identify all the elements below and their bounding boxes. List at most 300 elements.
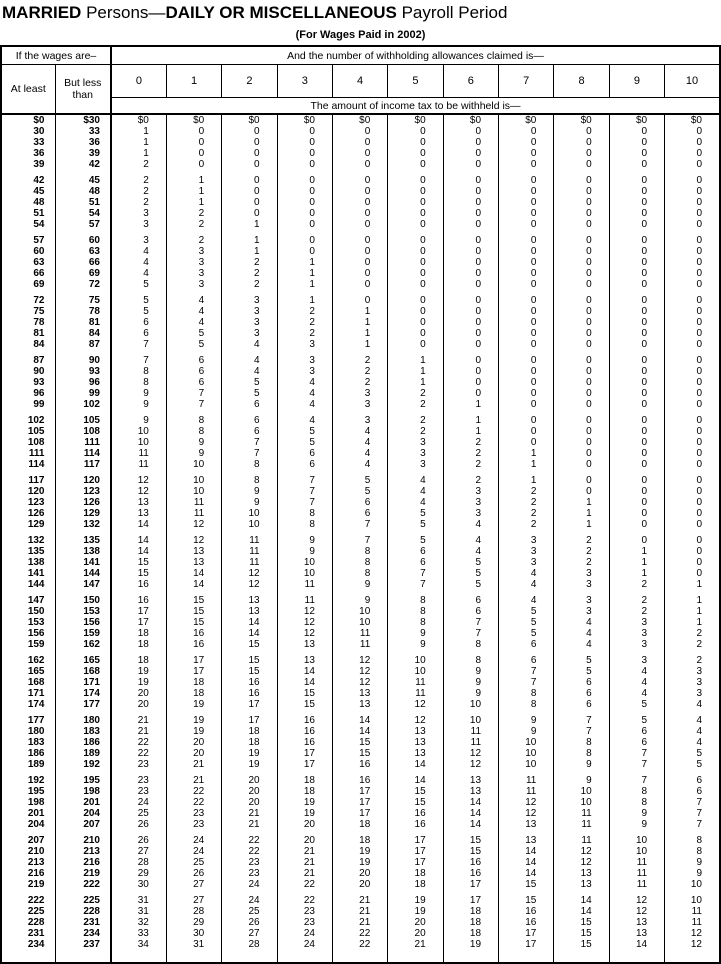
tax-amount-value: 12	[222, 579, 277, 590]
but-less-value: 78	[55, 306, 111, 317]
tax-amount-value: 4	[277, 410, 332, 426]
tax-amount-value: 22	[332, 928, 387, 939]
tax-amount-value: 10	[609, 846, 664, 857]
at-least-column-header: At least	[1, 65, 55, 115]
tax-amount-value: 11	[554, 819, 609, 830]
tax-amount-value: 2	[166, 208, 221, 219]
tax-amount-value: 0	[222, 126, 277, 137]
tax-amount-value: 3	[609, 617, 664, 628]
tax-amount-value: 20	[332, 879, 387, 890]
tax-amount-value: 1	[554, 519, 609, 530]
but-less-value: 114	[55, 448, 111, 459]
table-row	[1, 819, 720, 830]
tax-amount-value: $0	[111, 114, 166, 126]
tax-amount-value: 6	[443, 606, 498, 617]
tax-amount-value: 20	[332, 868, 387, 879]
tax-amount-value: 4	[332, 448, 387, 459]
table-row	[1, 197, 720, 208]
table-row	[1, 557, 720, 568]
tax-amount-value: 12	[388, 699, 443, 710]
tax-amount-value: 8	[277, 519, 332, 530]
tax-amount-value: 19	[222, 759, 277, 770]
tax-amount-value: 0	[388, 246, 443, 257]
tax-amount-value: 1	[388, 366, 443, 377]
tax-amount-value: 16	[443, 868, 498, 879]
tax-amount-value: 0	[554, 339, 609, 350]
tax-amount-value: 21	[332, 906, 387, 917]
tax-amount-value: 21	[332, 890, 387, 906]
tax-amount-value: 3	[443, 497, 498, 508]
tax-amount-value: 0	[665, 290, 720, 306]
tax-amount-value: 13	[499, 819, 554, 830]
tax-amount-value: 10	[443, 710, 498, 726]
tax-amount-value: 19	[443, 939, 498, 963]
tax-amount-value: 4	[111, 268, 166, 279]
but-less-value: 129	[55, 508, 111, 519]
tax-amount-value: 0	[388, 290, 443, 306]
table-row	[1, 639, 720, 650]
tax-amount-value: 29	[111, 868, 166, 879]
tax-amount-value: 1	[499, 470, 554, 486]
table-row	[1, 148, 720, 159]
tax-amount-value: 8	[609, 786, 664, 797]
tax-amount-value: 15	[222, 666, 277, 677]
tax-amount-value: 1	[554, 508, 609, 519]
tax-amount-value: 10	[443, 699, 498, 710]
tax-amount-value: 0	[609, 350, 664, 366]
tax-amount-value: 13	[111, 497, 166, 508]
tax-amount-value: 0	[609, 197, 664, 208]
tax-amount-value: 1	[277, 279, 332, 290]
tax-amount-value: 12	[111, 470, 166, 486]
tax-amount-value: 21	[166, 770, 221, 786]
tax-amount-value: 4	[388, 486, 443, 497]
but-less-value: 192	[55, 759, 111, 770]
tax-amount-value: 14	[222, 628, 277, 639]
at-least-value: 222	[27, 895, 45, 906]
tax-amount-value: 20	[277, 819, 332, 830]
tax-amount-value: 10	[388, 666, 443, 677]
but-less-value: 210	[55, 830, 111, 846]
but-less-value: 102	[55, 399, 111, 410]
tax-amount-value: 15	[554, 928, 609, 939]
tax-amount-value: 16	[388, 819, 443, 830]
tax-amount-value: 9	[111, 388, 166, 399]
tax-amount-value: 22	[111, 737, 166, 748]
tax-amount-value: 5	[609, 710, 664, 726]
tax-amount-value: 33	[111, 928, 166, 939]
tax-amount-value: 0	[665, 497, 720, 508]
tax-amount-value: 0	[665, 568, 720, 579]
tax-amount-value: 8	[554, 748, 609, 759]
tax-amount-value: 0	[277, 208, 332, 219]
table-row	[1, 508, 720, 519]
tax-amount-value: 16	[332, 759, 387, 770]
tax-amount-value: 6	[332, 497, 387, 508]
tax-amount-value: 0	[443, 246, 498, 257]
tax-amount-value: 7	[665, 808, 720, 819]
tax-amount-value: 8	[166, 410, 221, 426]
tax-amount-value: 8	[388, 617, 443, 628]
but-less-value: 117	[55, 459, 111, 470]
tax-amount-value: 8	[222, 470, 277, 486]
tax-amount-value: 8	[665, 846, 720, 857]
tax-amount-value: 0	[222, 137, 277, 148]
at-least-value: 180	[27, 726, 45, 737]
allowance-col-header-7: 7	[499, 65, 554, 98]
at-least-value: 57	[33, 235, 45, 246]
tax-amount-value: 14	[554, 906, 609, 917]
tax-amount-value: 2	[111, 159, 166, 170]
allowance-col-header-4: 4	[332, 65, 387, 98]
tax-amount-value: 2	[554, 530, 609, 546]
tax-amount-value: 0	[332, 257, 387, 268]
table-row	[1, 628, 720, 639]
tax-amount-value: 0	[222, 170, 277, 186]
tax-amount-value: 0	[499, 148, 554, 159]
tax-amount-value: 0	[554, 290, 609, 306]
tax-amount-value: 12	[388, 710, 443, 726]
tax-amount-value: 12	[332, 677, 387, 688]
tax-amount-value: 0	[499, 410, 554, 426]
tax-amount-value: 15	[332, 737, 387, 748]
tax-amount-value: 9	[222, 486, 277, 497]
tax-amount-value: 12	[443, 748, 498, 759]
at-least-value: 198	[27, 797, 45, 808]
tax-amount-value: 30	[111, 879, 166, 890]
tax-amount-value: 14	[443, 797, 498, 808]
but-less-value: 153	[55, 606, 111, 617]
table-row	[1, 219, 720, 230]
at-least-value: 45	[33, 186, 45, 197]
tax-amount-value: 0	[443, 279, 498, 290]
but-less-value: 69	[55, 268, 111, 279]
tax-amount-value: 0	[332, 290, 387, 306]
tax-amount-value: 17	[388, 830, 443, 846]
tax-amount-value: 0	[443, 257, 498, 268]
tax-amount-value: 13	[443, 786, 498, 797]
tax-amount-value: 0	[332, 268, 387, 279]
at-least-value: 189	[27, 759, 45, 770]
tax-amount-value: 0	[665, 459, 720, 470]
tax-amount-value: 18	[111, 628, 166, 639]
tax-amount-value: 27	[166, 879, 221, 890]
table-row	[1, 546, 720, 557]
tax-amount-value: 19	[388, 890, 443, 906]
table-row	[1, 650, 720, 666]
tax-amount-value: 13	[554, 868, 609, 879]
tax-amount-value: 4	[499, 568, 554, 579]
tax-amount-value: 0	[609, 268, 664, 279]
tax-amount-value: 14	[222, 617, 277, 628]
tax-amount-value: 20	[111, 699, 166, 710]
at-least-value: 159	[27, 639, 45, 650]
at-least-value: 162	[27, 655, 45, 666]
tax-amount-value: 0	[609, 486, 664, 497]
tax-amount-value: 26	[111, 830, 166, 846]
tax-amount-value: 17	[499, 939, 554, 963]
tax-amount-value: 8	[443, 650, 498, 666]
tax-amount-value: 0	[554, 426, 609, 437]
tax-amount-value: 24	[166, 846, 221, 857]
table-row	[1, 808, 720, 819]
tax-amount-value: 0	[388, 328, 443, 339]
tax-amount-value: 23	[222, 868, 277, 879]
tax-amount-value: 0	[388, 257, 443, 268]
allowance-header-row	[1, 65, 720, 98]
tax-amount-value: 5	[665, 759, 720, 770]
tax-amount-value: 21	[222, 808, 277, 819]
tax-amount-value: 3	[332, 399, 387, 410]
table-row	[1, 486, 720, 497]
tax-amount-value: 0	[554, 197, 609, 208]
tax-amount-value: 17	[332, 808, 387, 819]
tax-amount-value: 4	[277, 388, 332, 399]
tax-amount-value: 8	[665, 830, 720, 846]
tax-amount-value: 0	[443, 126, 498, 137]
tax-amount-value: 0	[443, 290, 498, 306]
tax-amount-value: 14	[443, 808, 498, 819]
tax-amount-value: 0	[554, 246, 609, 257]
tax-amount-value: 15	[222, 639, 277, 650]
table-row	[1, 126, 720, 137]
tax-amount-value: 5	[388, 508, 443, 519]
at-least-value: 171	[27, 688, 45, 699]
tax-amount-value: 1	[609, 568, 664, 579]
tax-amount-value: 3	[388, 448, 443, 459]
tax-amount-value: 0	[388, 306, 443, 317]
tax-amount-value: 10	[499, 737, 554, 748]
tax-amount-value: 16	[332, 770, 387, 786]
tax-amount-value: 0	[388, 268, 443, 279]
tax-amount-value: 0	[609, 508, 664, 519]
tax-amount-value: 9	[665, 857, 720, 868]
tax-amount-value: 10	[166, 470, 221, 486]
tax-amount-value: 11	[332, 628, 387, 639]
tax-amount-value: 15	[443, 830, 498, 846]
tax-amount-value: 14	[166, 568, 221, 579]
tax-amount-value: 0	[554, 268, 609, 279]
tax-amount-value: 12	[166, 519, 221, 530]
tax-amount-value: 3	[332, 388, 387, 399]
tax-amount-value: 12	[554, 846, 609, 857]
tax-amount-value: 23	[111, 759, 166, 770]
at-least-value: 33	[33, 137, 45, 148]
tax-amount-value: 2	[111, 170, 166, 186]
tax-amount-value: 2	[388, 426, 443, 437]
tax-amount-value: 8	[388, 590, 443, 606]
tax-amount-value: 0	[609, 257, 664, 268]
table-row	[1, 257, 720, 268]
tax-amount-value: 12	[332, 650, 387, 666]
tax-amount-value: 4	[609, 666, 664, 677]
tax-amount-value: 2	[111, 186, 166, 197]
tax-amount-value: 0	[665, 410, 720, 426]
tax-amount-value: 2	[222, 279, 277, 290]
but-less-value: 201	[55, 797, 111, 808]
tax-amount-value: 12	[609, 890, 664, 906]
tax-amount-value: 22	[332, 939, 387, 963]
tax-amount-value: 9	[554, 770, 609, 786]
tax-amount-value: 3	[665, 666, 720, 677]
but-less-value: 39	[55, 148, 111, 159]
at-least-value: 141	[27, 568, 45, 579]
tax-amount-value: 20	[388, 928, 443, 939]
title-payroll-period: Payroll Period	[396, 3, 508, 22]
table-row	[1, 437, 720, 448]
tax-amount-value: 15	[277, 699, 332, 710]
table-row	[1, 317, 720, 328]
tax-amount-value: 2	[332, 366, 387, 377]
tax-amount-value: 10	[499, 759, 554, 770]
tax-amount-value: 14	[277, 677, 332, 688]
tax-amount-value: 18	[388, 868, 443, 879]
tax-amount-value: 16	[499, 917, 554, 928]
but-less-value: 120	[55, 470, 111, 486]
but-less-value: 228	[55, 906, 111, 917]
but-less-value: 150	[55, 590, 111, 606]
tax-amount-value: 0	[332, 219, 387, 230]
at-least-value: 105	[27, 426, 45, 437]
tax-amount-value: 7	[277, 486, 332, 497]
tax-amount-value: 7	[277, 470, 332, 486]
but-less-value: 225	[55, 890, 111, 906]
tax-amount-value: 0	[554, 148, 609, 159]
tax-amount-value: 12	[277, 617, 332, 628]
tax-amount-value: 15	[166, 606, 221, 617]
tax-amount-value: 0	[554, 219, 609, 230]
tax-amount-value: 28	[111, 857, 166, 868]
tax-amount-value: 14	[111, 530, 166, 546]
tax-amount-value: 0	[554, 208, 609, 219]
tax-amount-value: 0	[277, 137, 332, 148]
table-row	[1, 677, 720, 688]
tax-amount-value: 7	[443, 628, 498, 639]
tax-amount-value: 21	[277, 846, 332, 857]
tax-amount-value: 5	[277, 426, 332, 437]
tax-amount-value: 15	[166, 617, 221, 628]
tax-amount-value: 11	[222, 530, 277, 546]
at-least-value: 84	[33, 339, 45, 350]
tax-amount-value: 27	[166, 890, 221, 906]
tax-amount-value: 6	[554, 699, 609, 710]
at-least-value: 108	[27, 437, 45, 448]
tax-amount-value: 14	[499, 846, 554, 857]
table-row	[1, 290, 720, 306]
allowance-col-header-5: 5	[388, 65, 443, 98]
tax-amount-value: 0	[388, 148, 443, 159]
table-row	[1, 268, 720, 279]
tax-amount-value: 13	[332, 699, 387, 710]
tax-amount-value: 22	[222, 830, 277, 846]
tax-amount-value: 7	[166, 388, 221, 399]
tax-amount-value: 18	[166, 688, 221, 699]
tax-amount-value: 27	[222, 928, 277, 939]
tax-amount-value: 1	[499, 448, 554, 459]
tax-amount-value: 15	[222, 650, 277, 666]
tax-amount-value: 0	[443, 148, 498, 159]
tax-amount-value: 4	[388, 470, 443, 486]
tax-amount-value: 12	[665, 939, 720, 963]
but-less-value: 111	[55, 437, 111, 448]
tax-amount-value: 2	[388, 410, 443, 426]
tax-amount-value: 3	[222, 317, 277, 328]
tax-amount-value: 4	[665, 710, 720, 726]
tax-amount-value: 0	[609, 306, 664, 317]
tax-amount-value: 18	[222, 737, 277, 748]
tax-amount-value: 18	[443, 906, 498, 917]
tax-amount-value: 2	[111, 197, 166, 208]
tax-amount-value: 10	[609, 830, 664, 846]
tax-amount-value: 3	[609, 628, 664, 639]
tax-amount-value: 8	[111, 366, 166, 377]
tax-amount-value: 6	[222, 399, 277, 410]
tax-amount-value: 1	[277, 268, 332, 279]
but-less-value: 231	[55, 917, 111, 928]
table-row	[1, 868, 720, 879]
tax-amount-value: 0	[609, 426, 664, 437]
at-least-value: 156	[27, 628, 45, 639]
at-least-value: 210	[27, 846, 45, 857]
tax-amount-value: 0	[332, 148, 387, 159]
tax-amount-value: 1	[166, 186, 221, 197]
tax-amount-value: 13	[332, 688, 387, 699]
at-least-value: 147	[27, 595, 45, 606]
tax-amount-value: 0	[554, 306, 609, 317]
tax-amount-value: 2	[443, 470, 498, 486]
but-less-value: 60	[55, 230, 111, 246]
tax-amount-value: 3	[111, 208, 166, 219]
tax-amount-value: 0	[609, 448, 664, 459]
tax-amount-value: 0	[665, 317, 720, 328]
tax-amount-value: 0	[609, 159, 664, 170]
tax-amount-value: 23	[166, 819, 221, 830]
tax-amount-value: 22	[277, 879, 332, 890]
tax-amount-value: 0	[499, 197, 554, 208]
at-least-value: 183	[27, 737, 45, 748]
tax-amount-value: 10	[665, 879, 720, 890]
but-less-value: 81	[55, 317, 111, 328]
table-row	[1, 159, 720, 170]
tax-amount-value: 25	[111, 808, 166, 819]
tax-amount-value: 0	[499, 186, 554, 197]
tax-amount-value: 3	[332, 410, 387, 426]
tax-amount-value: 19	[277, 797, 332, 808]
tax-amount-value: 0	[332, 208, 387, 219]
allowance-col-header-3: 3	[277, 65, 332, 98]
tax-amount-value: 9	[443, 677, 498, 688]
tax-amount-value: $0	[499, 114, 554, 126]
tax-amount-value: 0	[499, 306, 554, 317]
but-less-value: 162	[55, 639, 111, 650]
table-row	[1, 879, 720, 890]
at-least-value: 186	[27, 748, 45, 759]
tax-amount-value: 0	[388, 170, 443, 186]
tax-amount-value: 10	[499, 748, 554, 759]
tax-amount-value: 17	[111, 606, 166, 617]
table-row	[1, 426, 720, 437]
tax-amount-value: 19	[166, 699, 221, 710]
table-row	[1, 377, 720, 388]
tax-amount-value: 1	[665, 579, 720, 590]
table-row	[1, 339, 720, 350]
tax-amount-value: 28	[166, 906, 221, 917]
tax-amount-value: 0	[609, 290, 664, 306]
tax-amount-value: $0	[443, 114, 498, 126]
tax-amount-value: 0	[443, 159, 498, 170]
tax-amount-value: 17	[388, 846, 443, 857]
tax-amount-value: 12	[277, 628, 332, 639]
